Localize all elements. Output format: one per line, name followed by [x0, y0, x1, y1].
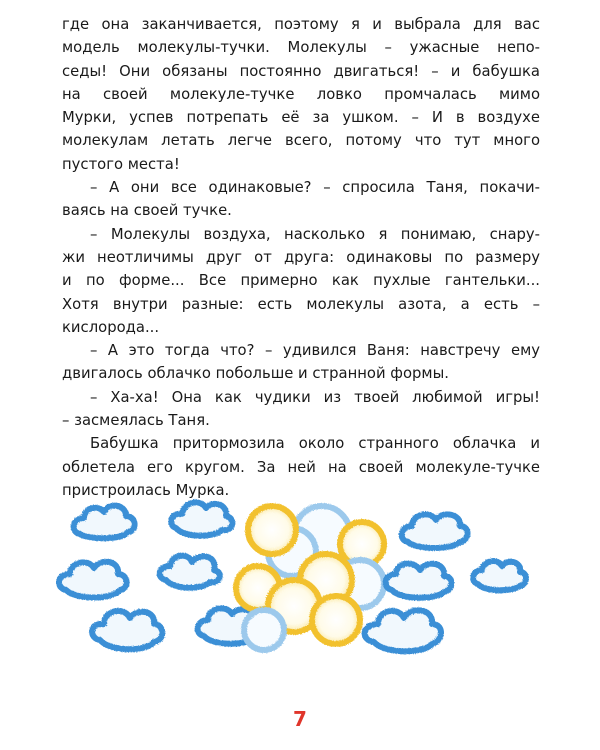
cloud-blue: [92, 611, 162, 649]
cluster-ball-blue: [244, 610, 284, 650]
story-text: [62, 13, 540, 502]
central-molecule-cluster: [236, 506, 384, 650]
text-line: двигалось облачко побольше и странной формы.: [62, 365, 449, 383]
text-line: Бабушка притормозила около странного облачка и: [90, 435, 540, 453]
cluster-ball-yellow: [248, 506, 296, 554]
cloud-blue: [59, 562, 127, 598]
text-line: – засмеялась Таня.: [62, 412, 210, 430]
text-line: Мурки, успев потрепать её за ушком. – И в воздухе: [62, 109, 540, 127]
text-line: седы! Они обязаны постоянно двигаться! – и бабушка: [62, 62, 540, 80]
cloud-blue: [386, 564, 452, 598]
text-line: на своей молекуле-тучке ловко промчалась мимо: [62, 85, 540, 103]
text-line: – Ха-ха! Она как чудики из твоей любимой игры!: [90, 388, 540, 406]
cloud-blue: [74, 506, 135, 539]
cloud-blue: [171, 502, 232, 535]
text-line: и по форме... Все примерно как пухлые гантельки...: [62, 272, 540, 290]
cloud-blue: [365, 610, 441, 651]
molecule-clouds-illustration: [0, 490, 600, 695]
text-line: – А они все одинаковые? – спросила Таня, покачи-: [90, 179, 540, 197]
text-line: ваясь на своей тучке.: [62, 202, 232, 220]
cloud-blue: [473, 561, 526, 590]
text-line: кислорода...: [62, 318, 160, 336]
cloud-blue: [160, 556, 220, 588]
text-line: модель молекулы-тучки. Молекулы – ужасные непо-: [62, 39, 540, 57]
text-line: – Молекулы воздуха, насколько я понимаю, снару-: [90, 225, 540, 243]
text-line: облетела его кругом. За ней на своей молекуле-тучке: [62, 458, 540, 476]
text-line: жи неотличимы друг от друга: одинаковы по размеру: [62, 248, 540, 266]
text-line: где она заканчивается, поэтому я и выбрала для вас: [62, 16, 540, 33]
cluster-ball-yellow: [312, 596, 360, 644]
text-line: пристроилась Мурка.: [62, 481, 230, 499]
text-line: молекулам летать легче всего, потому что тут много: [62, 132, 540, 150]
text-line: Хотя внутри разные: есть молекулы азота, а есть –: [62, 295, 540, 313]
text-line: пустого места!: [62, 155, 180, 173]
page-number: 7: [293, 707, 307, 731]
cloud-blue: [402, 514, 468, 548]
text-line: – А это тогда что? – удивился Ваня: навстречу ему: [90, 342, 540, 360]
